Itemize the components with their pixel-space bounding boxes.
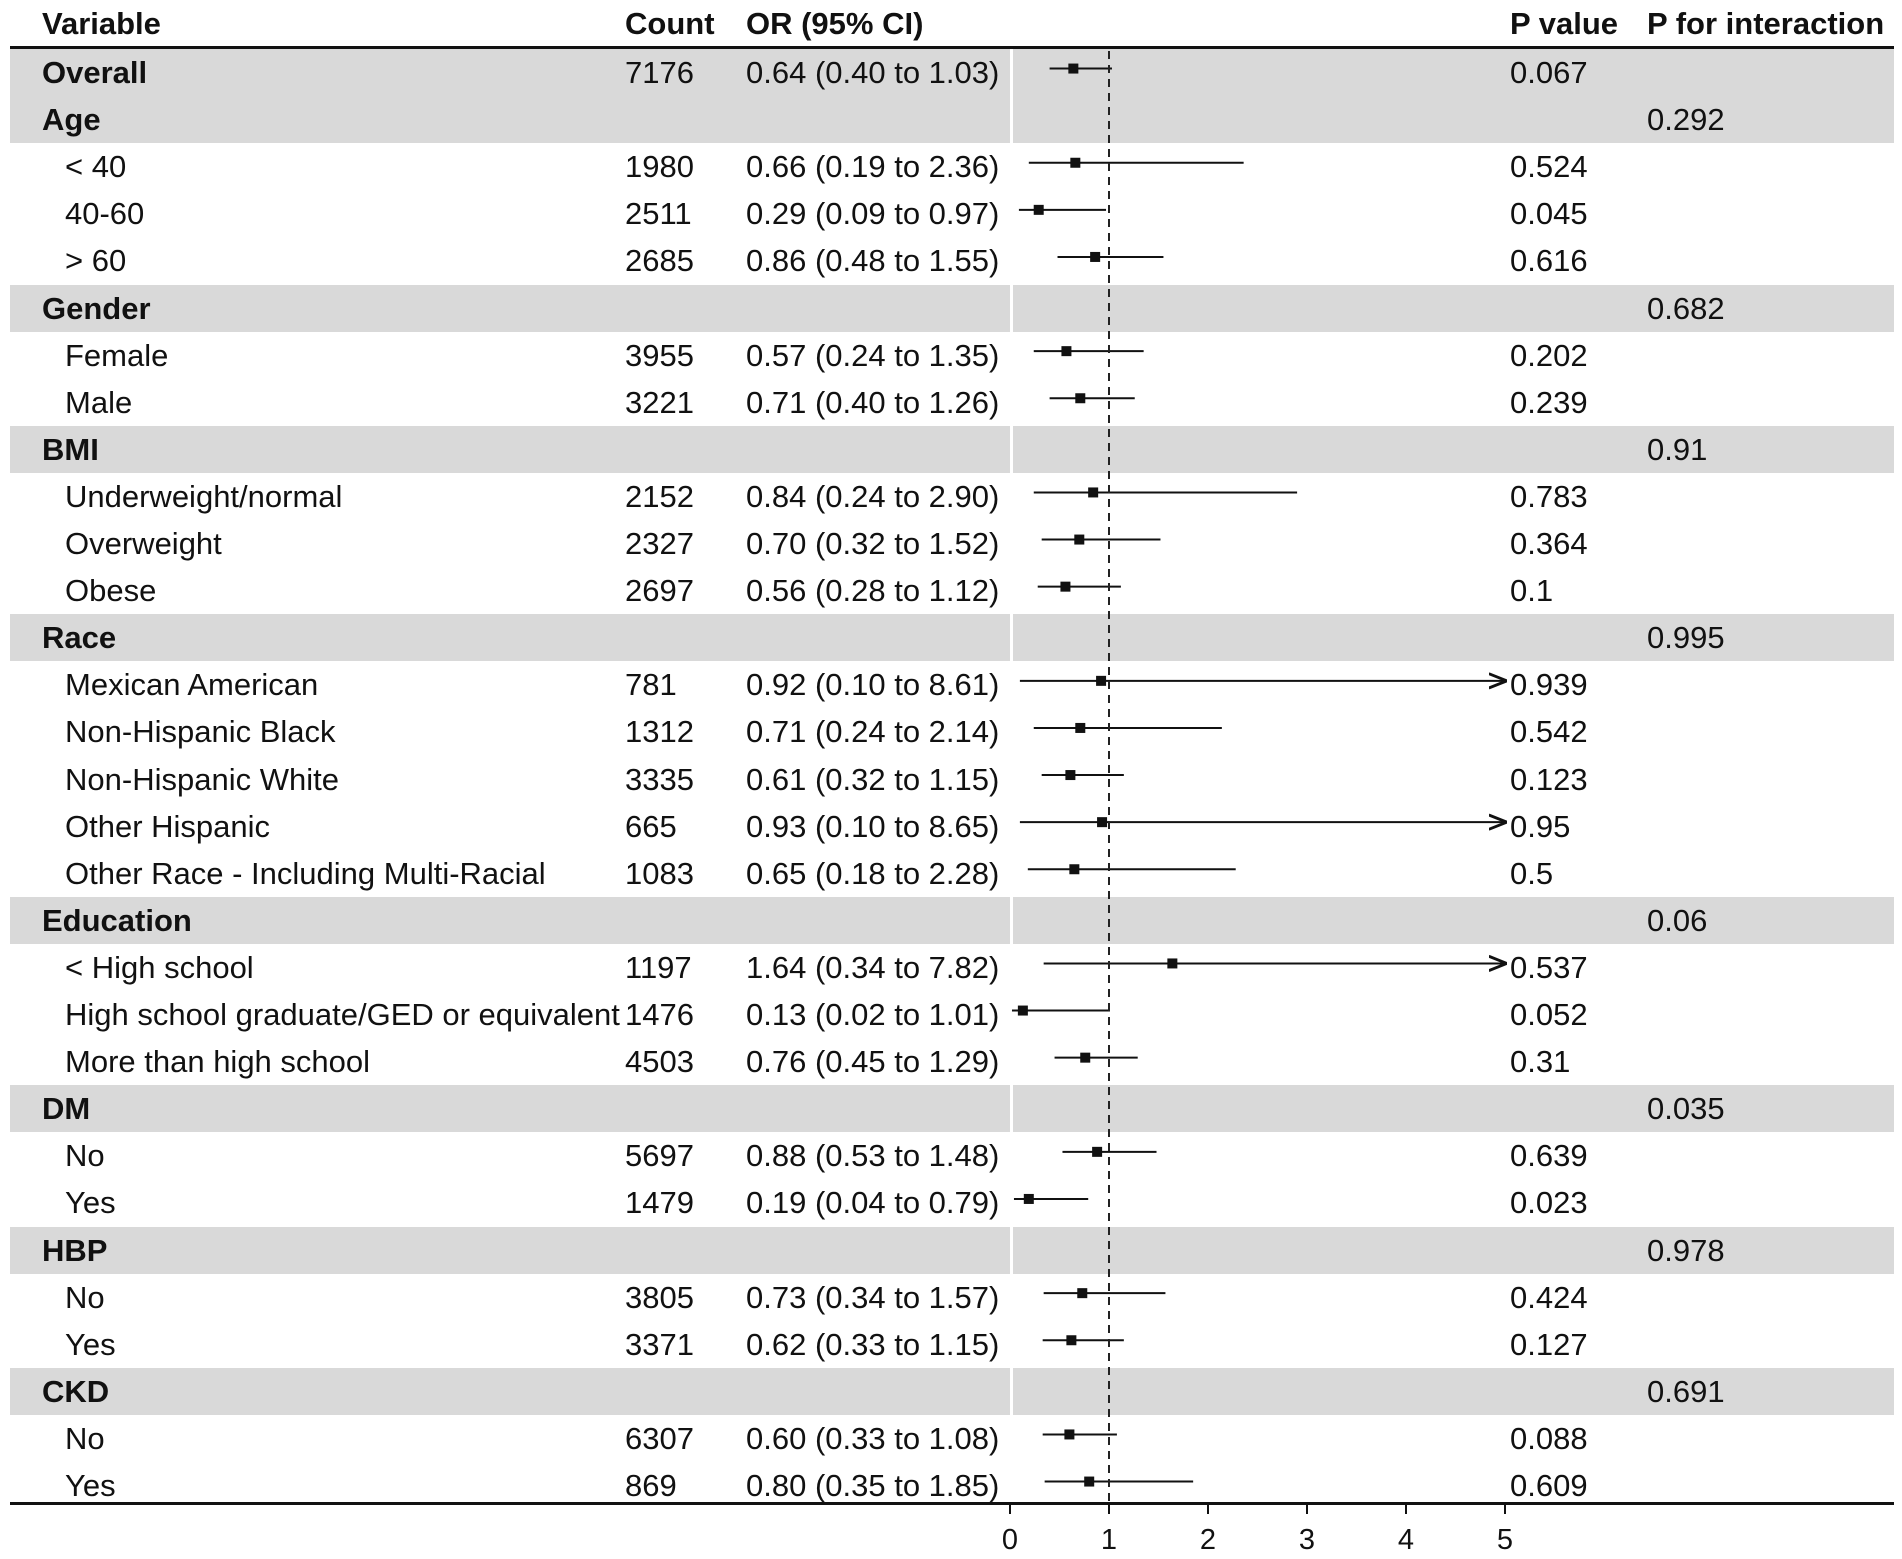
row-label: Overweight — [65, 526, 222, 561]
row-or-ci: 0.60 (0.33 to 1.08) — [746, 1420, 1000, 1456]
table-row — [10, 850, 1894, 897]
table-row — [10, 332, 1894, 379]
x-tick-label: 2 — [1199, 1524, 1217, 1556]
row-label: Yes — [65, 1326, 116, 1362]
row-label: Mexican American — [65, 667, 319, 703]
row-count: 2511 — [625, 196, 692, 232]
row-label: No — [65, 1420, 105, 1456]
row-count: 3805 — [625, 1279, 694, 1315]
x-tick-label: 3 — [1298, 1524, 1316, 1556]
row-or-ci: 0.61 (0.32 to 1.15) — [746, 761, 1000, 797]
group-row — [10, 1368, 1894, 1415]
row-label: High school graduate/GED or equivalent — [65, 997, 620, 1032]
row-p-value: 0.088 — [1510, 1420, 1588, 1456]
row-or-ci: 0.29 (0.09 to 0.97) — [746, 196, 1000, 232]
row-p-value: 0.524 — [1510, 149, 1588, 185]
row-count: 2152 — [625, 478, 694, 514]
row-p-value: 0.023 — [1510, 1185, 1588, 1221]
row-count: 1980 — [625, 149, 694, 185]
header-p-interaction: P for interaction — [1647, 6, 1885, 41]
row-p-value: 0.31 — [1510, 1044, 1571, 1080]
table-row — [10, 473, 1894, 520]
row-label: Female — [65, 337, 169, 373]
table-row — [10, 1179, 1894, 1226]
row-count: 4503 — [625, 1044, 694, 1080]
row-p-value: 0.537 — [1510, 949, 1588, 985]
row-label: 40-60 — [65, 196, 145, 232]
row-label: HBP — [42, 1232, 108, 1268]
row-count: 3955 — [625, 337, 694, 373]
row-count: 665 — [625, 808, 677, 844]
x-tick-label: 0 — [1001, 1524, 1019, 1556]
row-count: 5697 — [625, 1138, 694, 1174]
row-p-value: 0.939 — [1510, 667, 1588, 703]
row-count: 869 — [625, 1468, 677, 1503]
row-label: Other Hispanic — [65, 808, 271, 844]
row-or-ci: 0.73 (0.34 to 1.57) — [746, 1279, 1000, 1315]
group-row — [10, 897, 1894, 944]
table-row — [10, 944, 1894, 991]
table-row — [10, 567, 1894, 614]
group-row — [10, 285, 1894, 332]
row-p-interaction: 0.978 — [1647, 1232, 1725, 1268]
row-p-value: 0.067 — [1510, 55, 1588, 90]
row-label: Age — [42, 102, 101, 138]
row-or-ci: 0.76 (0.45 to 1.29) — [746, 1044, 1000, 1080]
row-or-ci: 0.71 (0.24 to 2.14) — [746, 714, 1000, 750]
row-label: More than high school — [65, 1044, 371, 1080]
x-tick-label: 5 — [1496, 1524, 1514, 1556]
row-label: < High school — [65, 949, 254, 985]
row-or-ci: 0.65 (0.18 to 2.28) — [746, 855, 1000, 891]
row-p-value: 0.616 — [1510, 243, 1588, 279]
header-p-value: P value — [1510, 6, 1619, 41]
row-count: 3335 — [625, 761, 694, 797]
row-p-value: 0.542 — [1510, 714, 1588, 750]
row-label: Overall — [42, 55, 148, 90]
row-p-value: 0.123 — [1510, 761, 1588, 797]
row-or-ci: 0.93 (0.10 to 8.65) — [746, 808, 1000, 844]
row-p-interaction: 0.91 — [1647, 431, 1708, 467]
table-row — [10, 1132, 1894, 1179]
row-or-ci: 0.71 (0.40 to 1.26) — [746, 384, 1000, 420]
row-label: Non-Hispanic Black — [65, 714, 336, 750]
row-count: 7176 — [625, 55, 694, 90]
row-count: 1312 — [625, 714, 694, 750]
row-label: Male — [65, 384, 133, 420]
row-p-interaction: 0.292 — [1647, 102, 1725, 138]
row-or-ci: 0.80 (0.35 to 1.85) — [746, 1468, 1000, 1503]
group-row — [10, 49, 1894, 96]
row-count: 1083 — [625, 855, 694, 891]
row-p-interaction: 0.035 — [1647, 1091, 1725, 1127]
group-row — [10, 1227, 1894, 1274]
row-or-ci: 0.66 (0.19 to 2.36) — [746, 149, 1000, 185]
row-p-value: 0.202 — [1510, 337, 1588, 373]
table-row — [10, 1415, 1894, 1462]
header-or: OR (95% CI) — [746, 6, 924, 41]
table-row — [10, 379, 1894, 426]
header-count: Count — [625, 6, 715, 41]
row-or-ci: 0.64 (0.40 to 1.03) — [746, 55, 1000, 90]
row-count: 2697 — [625, 573, 694, 609]
row-p-value: 0.1 — [1510, 573, 1554, 609]
table-row — [10, 803, 1894, 850]
row-label: No — [65, 1138, 105, 1174]
row-or-ci: 0.56 (0.28 to 1.12) — [746, 573, 1000, 609]
table-row — [10, 1038, 1894, 1085]
row-label: CKD — [42, 1373, 110, 1409]
table-row — [10, 190, 1894, 237]
x-tick-label: 1 — [1100, 1524, 1118, 1556]
table-row — [10, 143, 1894, 190]
row-or-ci: 0.84 (0.24 to 2.90) — [746, 478, 1000, 514]
row-label: Underweight/normal — [65, 478, 343, 514]
row-p-value: 0.424 — [1510, 1279, 1588, 1315]
table-row — [10, 1274, 1894, 1321]
group-row — [10, 1085, 1894, 1132]
row-p-interaction: 0.995 — [1647, 620, 1725, 656]
row-label: Gender — [42, 290, 151, 326]
row-p-value: 0.95 — [1510, 808, 1571, 844]
row-p-value: 0.364 — [1510, 526, 1588, 561]
row-p-value: 0.639 — [1510, 1138, 1588, 1174]
table-row — [10, 708, 1894, 755]
row-p-value: 0.052 — [1510, 997, 1588, 1032]
row-count: 3371 — [625, 1326, 694, 1362]
row-label: Yes — [65, 1185, 116, 1221]
row-label: BMI — [42, 431, 99, 467]
row-label: Other Race - Including Multi-Racial — [65, 855, 546, 891]
row-or-ci: 0.92 (0.10 to 8.61) — [746, 667, 1000, 703]
row-p-value: 0.783 — [1510, 478, 1588, 514]
row-count: 1197 — [625, 949, 692, 985]
table-row — [10, 237, 1894, 284]
row-or-ci: 0.62 (0.33 to 1.15) — [746, 1326, 1000, 1362]
row-label: Yes — [65, 1468, 116, 1503]
row-count: 6307 — [625, 1420, 694, 1456]
row-p-interaction: 0.682 — [1647, 290, 1725, 326]
row-or-ci: 0.70 (0.32 to 1.52) — [746, 526, 1000, 561]
table-row — [10, 756, 1894, 803]
row-label: > 60 — [65, 243, 127, 279]
row-p-interaction: 0.691 — [1647, 1373, 1725, 1409]
header-variable: Variable — [42, 6, 161, 41]
row-label: DM — [42, 1091, 91, 1127]
row-or-ci: 0.86 (0.48 to 1.55) — [746, 243, 1000, 279]
row-p-value: 0.239 — [1510, 384, 1588, 420]
table-row — [10, 1321, 1894, 1368]
row-count: 3221 — [625, 384, 694, 420]
row-or-ci: 0.88 (0.53 to 1.48) — [746, 1138, 1000, 1174]
row-count: 1479 — [625, 1185, 694, 1221]
x-tick-label: 4 — [1397, 1524, 1415, 1556]
row-count: 781 — [625, 667, 677, 703]
row-or-ci: 1.64 (0.34 to 7.82) — [746, 949, 1000, 985]
group-row — [10, 426, 1894, 473]
row-p-value: 0.127 — [1510, 1326, 1588, 1362]
row-count: 2327 — [625, 526, 694, 561]
table-row — [10, 991, 1894, 1038]
row-label: Race — [42, 620, 117, 656]
row-label: < 40 — [65, 149, 127, 185]
row-count: 1476 — [625, 997, 694, 1032]
group-row — [10, 96, 1894, 143]
row-p-value: 0.5 — [1510, 855, 1554, 891]
row-count: 2685 — [625, 243, 694, 279]
table-row — [10, 520, 1894, 567]
group-row — [10, 614, 1894, 661]
row-p-value: 0.609 — [1510, 1468, 1588, 1503]
row-or-ci: 0.13 (0.02 to 1.01) — [746, 997, 1000, 1032]
row-or-ci: 0.19 (0.04 to 0.79) — [746, 1185, 1000, 1221]
table-row — [10, 661, 1894, 708]
row-label: Obese — [65, 573, 157, 609]
row-label: Education — [42, 902, 192, 938]
row-label: Non-Hispanic White — [65, 761, 339, 797]
row-p-value: 0.045 — [1510, 196, 1588, 232]
row-label: No — [65, 1279, 105, 1315]
row-p-interaction: 0.06 — [1647, 902, 1708, 938]
row-or-ci: 0.57 (0.24 to 1.35) — [746, 337, 1000, 373]
